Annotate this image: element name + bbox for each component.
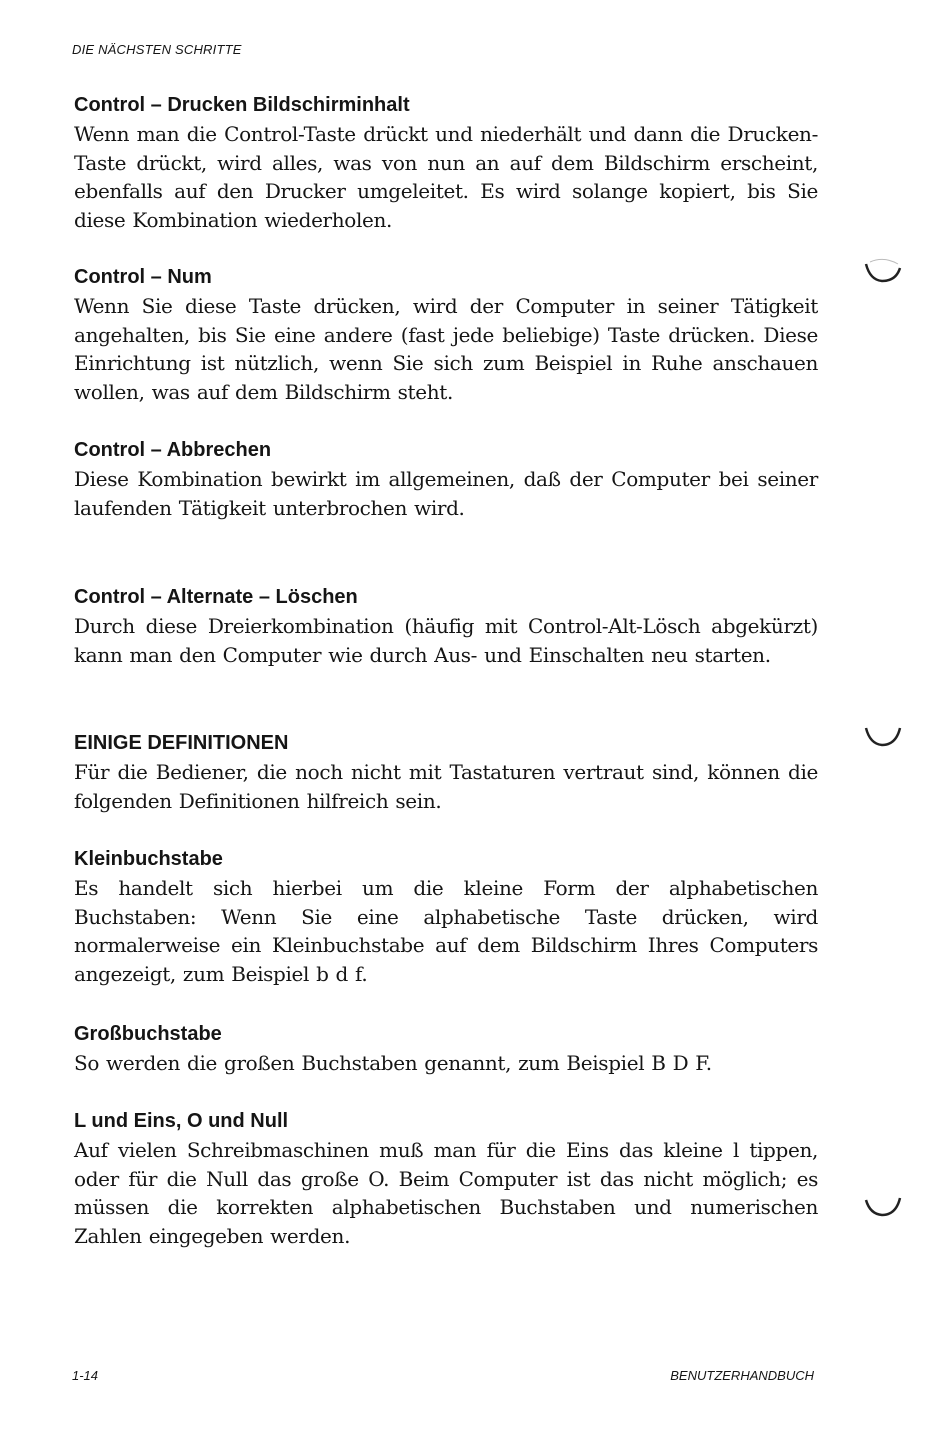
section-heading: Großbuchstabe [74,1023,222,1045]
section-l-and-one [74,1108,818,1250]
section-heading: EINIGE DEFINITIONEN [74,732,289,754]
binder-hole-mark-bottom [862,1192,904,1222]
section-text: Wenn Sie diese Taste drücken, wird der Computer in seiner Tätigkeit angehalten, bis Sie eine andere (fast jede beliebige) Taste drücken. Diese Einrichtung ist nützlich, wenn Sie sich zum Beispiel in Ruhe anschauen wollen, was auf dem Bildschirm steht. [74,294,818,404]
section-heading: L und Eins, O und Null [74,1110,289,1132]
section-text: Wenn man die Control-Taste drückt und niederhält und dann die Drucken-Taste drückt, wird alles, was von nun an auf dem Bildschirm erscheint, ebenfalls auf den Drucker umgeleitet. Es wird solange kopiert, bis Sie diese Kombination wiederholen. [74,122,818,232]
running-footer: BENUTZERHANDBUCH [670,1368,814,1383]
section-heading: Kleinbuchstabe [74,848,223,870]
section-heading: Control – Abbrechen [74,439,272,461]
section-text: Durch diese Dreierkombination (häufig mit Control-Alt-Lösch abgekürzt) kann man den Computer wie durch Aus- und Einschalten neu starten. [74,614,818,667]
section-control-num [74,264,818,406]
section-uppercase [74,1021,818,1078]
section-text: Auf vielen Schreibmaschinen muß man für die Eins das kleine l tippen, oder für die Null das große O. Beim Computer ist das nicht möglich; es müssen die korrekten alphabetischen Buchstaben und numerischen Zahlen eingegeben werden. [74,1138,818,1248]
section-lowercase [74,846,818,988]
section-control-alt-delete [74,584,818,669]
section-control-print-screen [74,92,818,234]
section-text: So werden die großen Buchstaben genannt, zum Beispiel B D F. [74,1051,712,1075]
section-text: Es handelt sich hierbei um die kleine Form der alphabetischen Buchstaben: Wenn Sie eine alphabetische Taste drücken, wird normalerweise ein Kleinbuchstabe auf dem Bildschirm Ihres Computers angezeigt, zum Beispiel b d f. [74,876,818,986]
section-text: Diese Kombination bewirkt im allgemeinen, daß der Computer bei seiner laufenden Tätigkeit unterbrochen wird. [74,467,818,520]
section-control-break [74,437,818,522]
running-header: DIE NÄCHSTEN SCHRITTE [72,42,242,57]
section-heading: Control – Num [74,266,212,288]
binder-hole-mark-middle [862,722,904,752]
section-text: Für die Bediener, die noch nicht mit Tastaturen vertraut sind, können die folgenden Definitionen hilfreich sein. [74,760,818,813]
section-definitions [74,730,818,815]
page-number: 1-14 [72,1368,99,1383]
section-heading: Control – Alternate – Löschen [74,586,358,608]
binder-hole-mark-top [862,258,904,288]
section-heading: Control – Drucken Bildschirminhalt [74,94,410,116]
